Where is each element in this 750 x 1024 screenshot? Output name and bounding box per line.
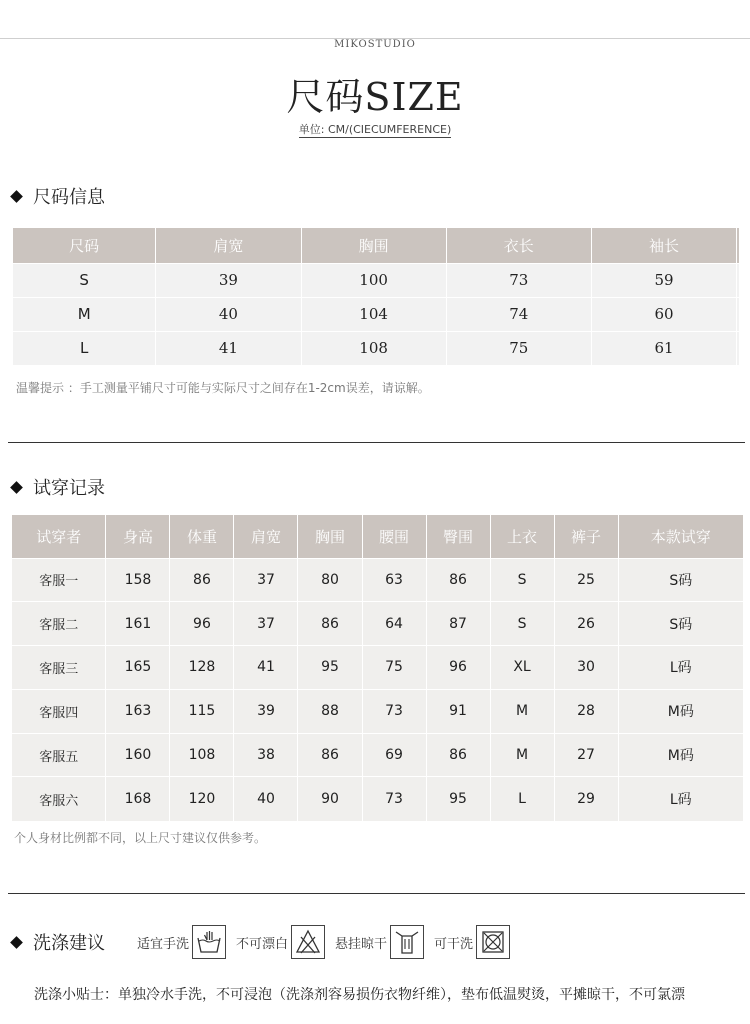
size-header-cell: 衣长 (446, 228, 591, 263)
no-bleach-icon (291, 925, 325, 959)
wash-label: 适宜手洗 (137, 936, 190, 952)
hang-dry-icon (390, 925, 424, 959)
table-cell: XL (490, 646, 554, 690)
table-cell: 73 (446, 263, 591, 297)
table-cell: 158 (106, 558, 170, 602)
unit-caption (0, 121, 750, 137)
table-cell: 41 (156, 331, 301, 365)
table-cell: S码 (618, 558, 743, 602)
table-cell: M (13, 297, 156, 331)
try-header-cell: 体重 (170, 515, 234, 558)
table-cell: 客服五 (12, 733, 106, 777)
table-cell: 95 (426, 777, 490, 821)
wash-item-hang-dry (335, 925, 424, 959)
brand-header (0, 32, 750, 51)
table-cell: 108 (170, 733, 234, 777)
try-on-table (12, 515, 743, 821)
table-cell: 75 (362, 646, 426, 690)
table-cell: 客服六 (12, 777, 106, 821)
try-section-title: 试穿记录 (33, 478, 105, 499)
table-cell: 168 (106, 777, 170, 821)
wash-tip-text: 单独冷水手洗，不可浸泡（洗涤剂容易损伤衣物纤维），垫布低温熨烫，平摊晾干，不可氯漂 (118, 987, 685, 1003)
table-cell: 161 (106, 602, 170, 646)
try-header-cell: 肩宽 (234, 515, 298, 558)
table-cell: 91 (426, 689, 490, 733)
table-cell (737, 263, 739, 297)
table-row (12, 646, 743, 690)
try-note: 个人身材比例都不同，以上尺寸建议仅供参考。 (14, 831, 267, 845)
try-header-cell: 腰围 (362, 515, 426, 558)
table-cell: 75 (446, 331, 591, 365)
table-cell: 39 (156, 263, 301, 297)
table-cell: 95 (298, 646, 362, 690)
table-cell: S (13, 263, 156, 297)
table-cell: 120 (170, 777, 234, 821)
table-row (12, 602, 743, 646)
diamond-bullet-icon (10, 190, 23, 203)
table-cell: 客服二 (12, 602, 106, 646)
table-cell: 37 (234, 558, 298, 602)
table-cell: 74 (446, 297, 591, 331)
table-cell: L码 (618, 777, 743, 821)
table-cell: 80 (298, 558, 362, 602)
size-header-cell: 胸围 (301, 228, 446, 263)
try-header-cell: 上衣 (490, 515, 554, 558)
try-header-cell: 臀围 (426, 515, 490, 558)
table-cell: 96 (170, 602, 234, 646)
try-table-header-row (12, 515, 743, 558)
wash-tip (34, 984, 750, 1004)
table-cell: 115 (170, 689, 234, 733)
table-cell: 87 (426, 602, 490, 646)
table-row (13, 263, 739, 297)
table-cell: 26 (554, 602, 618, 646)
table-cell: L码 (618, 646, 743, 690)
table-cell: 86 (298, 602, 362, 646)
table-cell: 客服一 (12, 558, 106, 602)
table-row (12, 689, 743, 733)
table-cell: 37 (234, 602, 298, 646)
try-header-cell: 试穿者 (12, 515, 106, 558)
wash-label: 悬挂晾干 (335, 936, 388, 952)
size-header-cell: 尺码 (13, 228, 156, 263)
table-cell: 69 (362, 733, 426, 777)
table-cell: 41 (234, 646, 298, 690)
table-cell: 59 (591, 263, 736, 297)
table-cell: 27 (554, 733, 618, 777)
table-cell: 38 (234, 733, 298, 777)
table-cell: 96 (426, 646, 490, 690)
table-cell: 60 (591, 297, 736, 331)
table-cell: 108 (301, 331, 446, 365)
try-header-cell: 本款试穿 (618, 515, 743, 558)
try-header-cell: 身高 (106, 515, 170, 558)
page-title: 尺码SIZE (286, 75, 464, 119)
table-cell: 100 (301, 263, 446, 297)
table-row (13, 331, 739, 365)
table-cell: S (490, 558, 554, 602)
table-cell: 86 (170, 558, 234, 602)
table-cell: 28 (554, 689, 618, 733)
table-row (13, 297, 739, 331)
table-cell: M (490, 689, 554, 733)
table-cell: 客服四 (12, 689, 106, 733)
table-cell: 73 (362, 689, 426, 733)
table-cell: 40 (234, 777, 298, 821)
table-cell: 160 (106, 733, 170, 777)
hand-wash-icon (192, 925, 226, 959)
size-table-header-row (13, 228, 739, 263)
table-cell: 163 (106, 689, 170, 733)
table-row (12, 558, 743, 602)
table-cell: 25 (554, 558, 618, 602)
table-cell: 86 (298, 733, 362, 777)
wash-tip-label: 洗涤小贴士： (34, 987, 118, 1003)
table-cell: S (490, 602, 554, 646)
try-section-heading (12, 474, 105, 500)
table-cell: 73 (362, 777, 426, 821)
table-cell: 165 (106, 646, 170, 690)
wash-item-no-bleach (236, 925, 325, 959)
size-section-title: 尺码信息 (33, 187, 105, 208)
table-cell: 29 (554, 777, 618, 821)
wash-section-title: 洗涤建议 (33, 933, 105, 954)
size-section-heading (12, 183, 105, 209)
section-divider (8, 442, 745, 443)
table-cell: M码 (618, 733, 743, 777)
wash-item-dry-clean (434, 925, 510, 959)
table-row (12, 733, 743, 777)
table-cell: 客服三 (12, 646, 106, 690)
size-table (13, 228, 739, 365)
wash-label: 可干洗 (434, 936, 474, 952)
table-cell: 39 (234, 689, 298, 733)
table-cell (737, 331, 739, 365)
table-cell: 40 (156, 297, 301, 331)
table-cell: L (490, 777, 554, 821)
try-header-cell: 胸围 (298, 515, 362, 558)
wash-item-hand-wash (137, 925, 226, 959)
wash-section (12, 925, 520, 959)
table-cell: 64 (362, 602, 426, 646)
size-note: 温馨提示 ：手工测量平铺尺寸可能与实际尺寸之间存在1-2cm误差，请谅解。 (16, 381, 430, 395)
unit-text: 单位: CM/(CIECUMFERENCE) (298, 123, 452, 136)
table-cell: 88 (298, 689, 362, 733)
table-cell: 104 (301, 297, 446, 331)
table-cell: 90 (298, 777, 362, 821)
table-cell: 128 (170, 646, 234, 690)
table-cell: M码 (618, 689, 743, 733)
table-cell: L (13, 331, 156, 365)
table-cell: 30 (554, 646, 618, 690)
diamond-bullet-icon (10, 936, 23, 949)
size-header-cell: 袖长 (591, 228, 736, 263)
section-divider (8, 893, 745, 894)
table-row (12, 777, 743, 821)
diamond-bullet-icon (10, 481, 23, 494)
dry-clean-icon (476, 925, 510, 959)
brand-name: MIKOSTUDIO (326, 39, 424, 50)
table-cell: 86 (426, 558, 490, 602)
try-header-cell: 裤子 (554, 515, 618, 558)
table-cell: 63 (362, 558, 426, 602)
size-header-cell: 肩宽 (156, 228, 301, 263)
table-cell: 61 (591, 331, 736, 365)
table-cell: S码 (618, 602, 743, 646)
wash-label: 不可漂白 (236, 936, 289, 952)
table-cell (737, 297, 739, 331)
table-cell: 86 (426, 733, 490, 777)
size-header-cell (737, 228, 739, 263)
table-cell: M (490, 733, 554, 777)
